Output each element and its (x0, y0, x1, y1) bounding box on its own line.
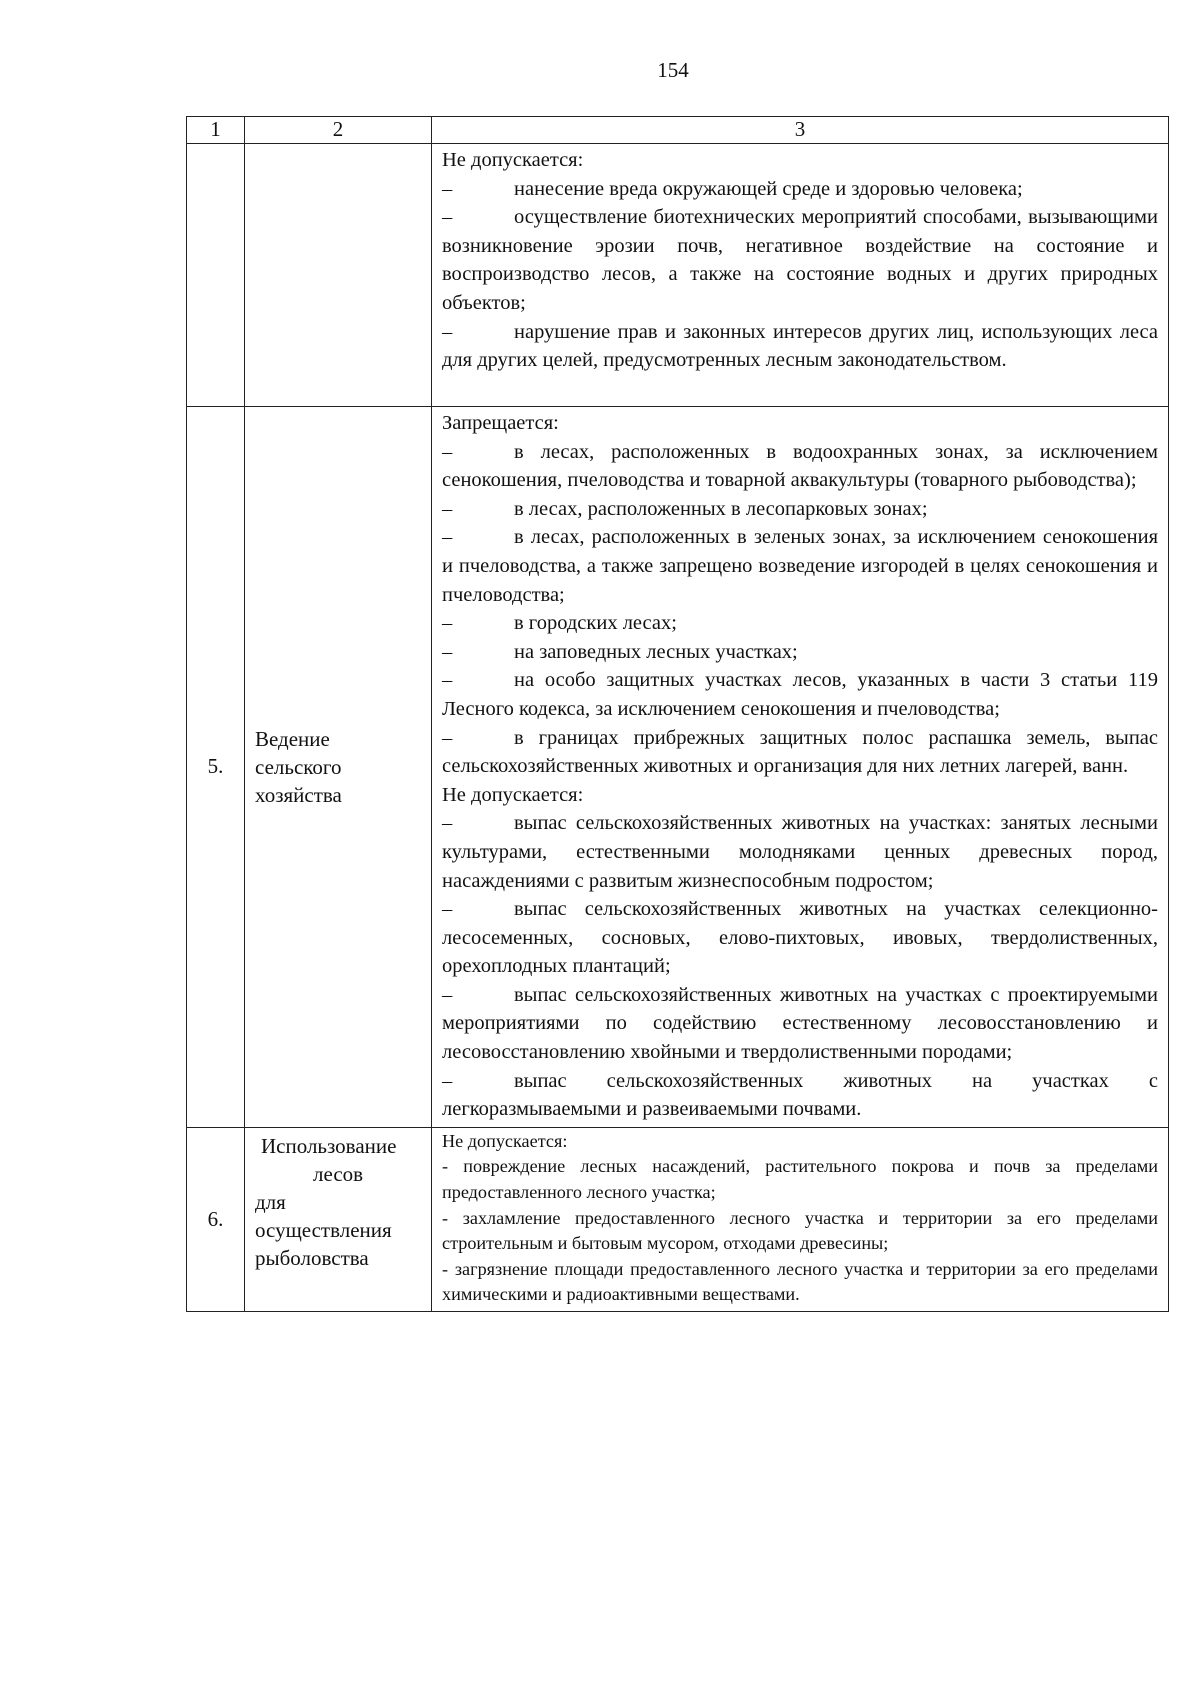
row-name-line: Использование (261, 1133, 397, 1158)
row-number: 6. (187, 1127, 245, 1311)
list-item-text: в границах прибрежных защитных полос распашка земель, выпас сельскохозяйственных животных и организация для них летних лагерей, ванн. (442, 726, 1158, 778)
list-item: - повреждение лесных насаждений, растительного покрова и почв за пределами предоставленного лесного участка; (442, 1156, 1158, 1203)
list-item (442, 1067, 1158, 1124)
header-col-2: 2 (245, 117, 432, 144)
row-name (245, 1127, 432, 1311)
list-item (442, 666, 1158, 723)
dash-marker: – (442, 669, 453, 692)
table-header-row (187, 117, 1169, 144)
list-item-text: в лесах, расположенных в зеленых зонах, за исключением сенокошения и пчеловодства, а также запрещено возведение изгородей в целях сенокошения и пчеловодства; (442, 526, 1158, 606)
row-name-line: для (255, 1189, 286, 1214)
table-row (187, 407, 1169, 1128)
row-number-cell (187, 144, 245, 407)
row-content-cell (432, 144, 1169, 407)
row-name-line: лесов (313, 1161, 364, 1186)
list-item-text: осуществление биотехнических мероприятий способами, вызывающими возникновение эрозии почв, негативное воздействие на состояние и воспроизводство лесов, а также на состояние водных и других природных объектов; (442, 206, 1158, 314)
row-name-line: осуществления (255, 1217, 392, 1242)
list-item (442, 318, 1158, 375)
list-item: - захламление предоставленного лесного участка и территории за его пределами строительным и бытовым мусором, отходами древесины; (442, 1207, 1158, 1254)
dash-marker: – (442, 612, 453, 635)
list-item-text: нанесение вреда окружающей среде и здоровью человека; (514, 177, 1023, 200)
dash-marker: – (442, 177, 453, 200)
section-label: Не допускается: (442, 783, 584, 806)
list-item (442, 495, 1158, 524)
list-item-text: в лесах, расположенных в водоохранных зонах, за исключением сенокошения, пчеловодства и товарной аквакультуры (товарного рыбоводства); (442, 440, 1158, 492)
row-content-cell (432, 1127, 1169, 1311)
list-item: - загрязнение площади предоставленного лесного участка и территории за его пределами химическими и радиоактивными веществами. (442, 1258, 1158, 1305)
dash-marker: – (442, 640, 453, 663)
list-item-text: выпас сельскохозяйственных животных на участках селекционно-лесосеменных, сосновых, елово-пихтовых, ивовых, твердолиственных, орехоплодных плантаций; (442, 898, 1158, 978)
row-number: 5. (187, 407, 245, 1128)
list-item-text: выпас сельскохозяйственных животных на участках с проектируемыми мероприятиями по содействию естественному лесовосстановлению и лесовосстановлению хвойными и твердолиственными породами; (442, 983, 1158, 1064)
list-item-text: на заповедных лесных участках; (514, 640, 798, 663)
row-name-line: Ведение (255, 726, 330, 751)
dash-marker: – (442, 726, 453, 749)
row-name-line: рыболовства (255, 1245, 369, 1270)
list-item (442, 724, 1158, 781)
row-name (245, 407, 432, 1128)
list-item-text: на особо защитных участках лесов, указанных в части 3 статьи 119 Лесного кодекса, за исключением сенокошения и пчеловодства; (442, 669, 1158, 720)
list-item (442, 175, 1158, 204)
list-item (442, 895, 1158, 981)
row-name-line: сельского (255, 754, 342, 779)
list-item (442, 438, 1158, 495)
table-row (187, 144, 1169, 407)
dash-marker: – (442, 320, 453, 343)
list-item (442, 203, 1158, 317)
section-label: Запрещается: (442, 412, 559, 434)
table-row (187, 1127, 1169, 1311)
list-item-text: в городских лесах; (514, 612, 677, 635)
list-item-text: выпас сельскохозяйственных животных на участках: занятых лесными культурами, естественными молодняками ценных древесных пород, насаждениями с развитым жизнеспособным подростом; (442, 812, 1158, 892)
header-col-1: 1 (187, 117, 245, 144)
dash-marker: – (442, 812, 453, 835)
list-item (442, 609, 1158, 638)
list-item (442, 523, 1158, 609)
list-item (442, 981, 1158, 1067)
dash-marker: – (442, 206, 453, 229)
dash-marker: – (442, 1069, 453, 1092)
row-name-cell (245, 144, 432, 407)
list-item-text: нарушение прав и законных интересов других лиц, использующих леса для других целей, предусмотренных лесным законодательством. (442, 320, 1158, 372)
list-item (442, 638, 1158, 667)
regulation-table (186, 116, 1169, 1312)
list-item (442, 809, 1158, 895)
dash-marker: – (442, 497, 453, 520)
dash-marker: – (442, 440, 453, 463)
page-number: 154 (657, 58, 689, 82)
list-item-text: в лесах, расположенных в лесопарковых зонах; (514, 497, 928, 520)
list-item-text: выпас сельскохозяйственных животных на участках с легкоразмываемыми и развеиваемыми почвами. (442, 1069, 1158, 1121)
section-label: Не допускается: (442, 1130, 568, 1151)
row-content-cell (432, 407, 1169, 1128)
row-name-line: хозяйства (255, 782, 342, 807)
dash-marker: – (442, 983, 453, 1006)
header-col-3: 3 (432, 117, 1169, 144)
dash-marker: – (442, 898, 453, 921)
section-label: Не допускается: (442, 149, 584, 171)
dash-marker: – (442, 526, 453, 549)
